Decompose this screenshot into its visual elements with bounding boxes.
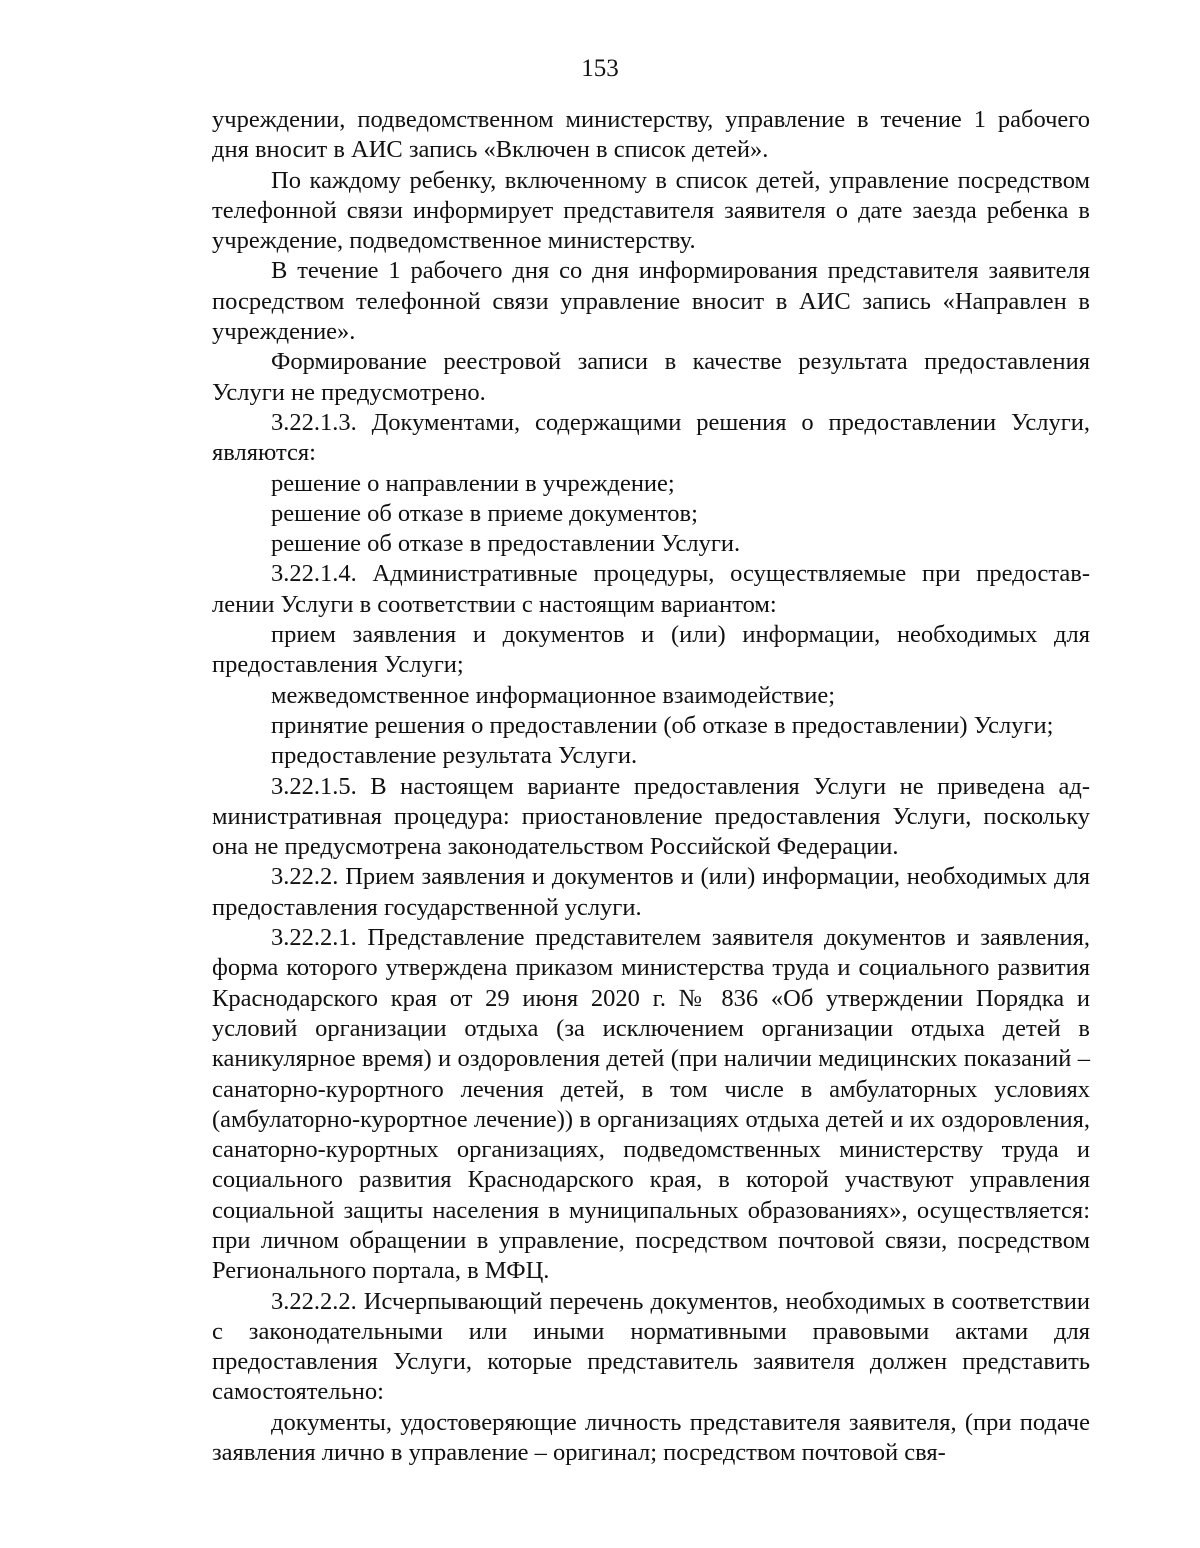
paragraph: 3.22.2.1. Представление представителем заявителя документов и заявления, форма которого утверждена приказом министерства труда и социального развития Краснодарского края от 29 июня 2020 г. № 836 «Об утверждении Порядка и условий организации отдыха (за исключением организации отдыха детей в каникулярное время) и оздоровления детей (при наличии медицинских показаний – санаторно-курортного лечения детей, в том числе в амбулаторных условиях (амбулаторно-курортное лечение)) в организациях отдыха детей и их оздоровления, санаторно-курортных организациях, подведомственных министерству труда и социального развития Краснодарского края, в которой участвуют управления социальной защиты населения в муниципальных образованиях», осуществляется: при личном обращении в управление, посредством почтовой связи, посредством Регионального портала, в МФЦ. (212, 924, 1090, 1285)
paragraph: 3.22.2.2. Исчерпывающий перечень документов, необходимых в соответствии с законодательными или иными нормативными правовыми актами для предоставления Услуги, которые представитель заявителя должен представить самостоятельно: (212, 1287, 1090, 1406)
paragraph: 3.22.1.3. Документами, содержащими решения о предоставлении Услуги, являются: (212, 408, 1090, 467)
list-item: решение об отказе в приеме документов; (271, 499, 698, 527)
paragraph: 3.22.1.4. Административные процедуры, осуществляемые при предоставлении Услуги в соответствии с настоящим вариантом: (212, 560, 1090, 618)
paragraph: Формирование реестровой записи в качестве результата предоставления Услуги не предусмотрено. (212, 348, 1090, 406)
list-item: предоставление результата Услуги. (271, 742, 638, 770)
paragraph: документы, удостоверяющие личность представителя заявителя, (при подаче заявления лично в управление – оригинал; посредством почтовой свя- (212, 1408, 1090, 1467)
paragraph: 3.22.2. Прием заявления и документов и (или) информации, необходимых для предоставления государственной услуги. (212, 863, 1090, 921)
page-number: 153 (581, 55, 619, 82)
list-item: решение об отказе в предоставлении Услуги. (271, 530, 741, 558)
list-item: решение о направлении в учреждение; (271, 469, 675, 497)
list-item: принятие решения о предоставлении (об отказе в предоставлении) Услуги; (271, 711, 1054, 739)
paragraph: В течение 1 рабочего дня со дня информирования представителя заявителя посредством телефонной связи управление вносит в АИС запись «Направлен в учреждение». (212, 257, 1090, 346)
list-item: межведомственное информационное взаимодействие; (271, 681, 836, 709)
paragraph: 3.22.1.5. В настоящем варианте предоставления Услуги не приведена административная процедура: приостановление предоставления Услуги, поскольку она не предусмотрена законодательством Российской Федерации. (212, 772, 1090, 861)
paragraph: По каждому ребенку, включенному в список детей, управление посредством телефонной связи информирует представителя заявителя о дате заезда ребенка в учреждение, подведомственное министерству. (212, 166, 1090, 255)
document-body (212, 105, 1090, 1468)
list-item: прием заявления и документов и (или) информации, необходимых для предоставления Услуги; (212, 621, 1090, 679)
paragraph-continuation: учреждении, подведомственном министерству, управление в течение 1 рабочего дня вносит в АИС запись «Включен в список детей». (212, 106, 1090, 164)
